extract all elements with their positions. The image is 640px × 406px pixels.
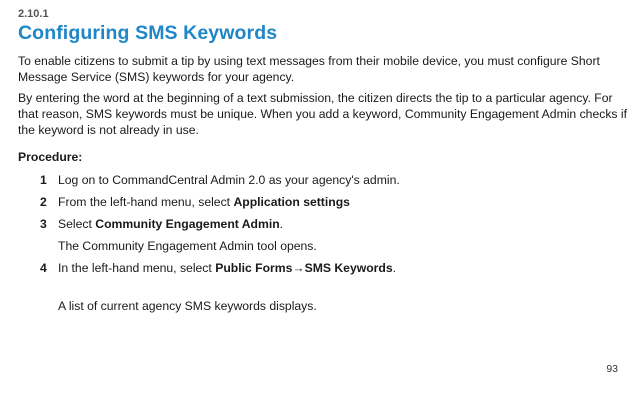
step-text: Log on to CommandCentral Admin 2.0 as your agency's admin. [58,173,400,187]
step-ui-label: Application settings [233,195,350,209]
step-number: 2 [40,195,47,209]
step-number: 3 [40,217,47,231]
intro-paragraph: To enable citizens to submit a tip by using text messages from their mobile device, you must configure Short Message Service (SMS) keywords for your agency. [18,54,600,84]
step-number: 1 [40,173,47,187]
step-number: 4 [40,261,47,275]
procedure-step-1 [40,172,400,188]
page-number: 93 [606,363,618,375]
step-text-suffix: . [392,261,397,275]
step-4-result: A list of current agency SMS keywords displays. [58,299,317,313]
description-paragraph: By entering the word at the beginning of a text submission, the citizen directs the tip to a particular agency. For that reason, SMS keywords must be unique. When you add a keyword, Community Engagement Admin checks if the keyword is not already in use. [18,91,627,137]
step-text: In the left-hand menu, select [58,261,216,275]
procedure-step-2 [40,194,350,210]
procedure-heading: Procedure: [18,150,83,164]
section-number: 2.10.1 [18,8,49,20]
procedure-step-4 [40,260,396,276]
procedure-step-3 [40,216,283,232]
step-ui-label: Public Forms→SMS Keywords [215,261,393,275]
step-text: Select [58,217,96,231]
step-ui-label: Community Engagement Admin [95,217,280,231]
step-3-result: The Community Engagement Admin tool opens. [58,239,317,253]
step-text-suffix: . [279,217,284,231]
page-title: Configuring SMS Keywords [18,22,278,44]
step-text: From the left-hand menu, select [58,195,234,209]
